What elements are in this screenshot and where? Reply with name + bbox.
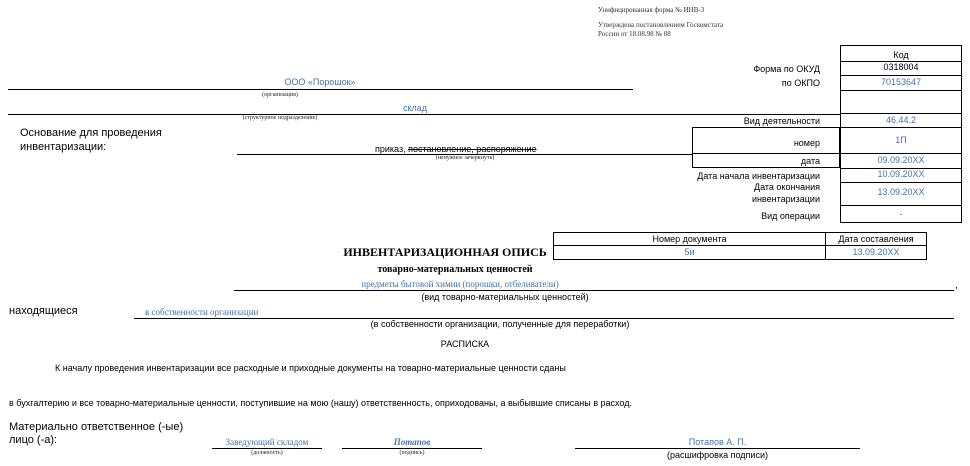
kod-header: Код — [893, 50, 909, 60]
doc-date-value: 13.09.20ХХ — [825, 245, 927, 260]
document-title: ИНВЕНТАРИЗАЦИОННАЯ ОПИСЬ — [343, 245, 547, 259]
organization-caption: (организация) — [262, 92, 298, 98]
codes-row-divider — [840, 182, 962, 183]
located-value: в собственности организации — [145, 307, 259, 317]
codes-row-divider — [840, 113, 962, 114]
receipt-text-2: в бухгалтерию и все товарно-материальные ценности, поступившие на мою (нашу) ответственность, оприходованы, а выбывшие списаны в расход. — [9, 398, 632, 408]
activity-label: Вид деятельности — [743, 116, 820, 126]
doc-number-header: Номер документа — [553, 232, 826, 246]
doc-date-header: Дата составления — [825, 232, 927, 246]
date-label: дата — [800, 156, 820, 166]
operation-value: - — [899, 209, 903, 219]
name-value: Потапов А. П. — [688, 437, 747, 447]
document-subtitle: товарно-материальных ценностей — [377, 264, 533, 275]
start-date-value: 10.09.20ХХ — [877, 169, 925, 179]
codes-row-divider — [840, 90, 962, 91]
organization-name: ООО «Порошок» — [284, 77, 356, 87]
okud-label: Форма по ОКУД — [753, 64, 820, 74]
responsible-label-1: Материально ответственное (-ые) — [9, 421, 184, 433]
basis-doc-plain: приказ, — [375, 144, 406, 154]
receipt-heading: РАСПИСКА — [440, 339, 490, 349]
receipt-text-1: К началу проведения инвентаризации все расходные и приходные документы на товарно-материальные ценности сданы — [55, 363, 566, 373]
end-date-label-1: Дата окончания — [753, 182, 820, 192]
position-value: Заведующий складом — [225, 437, 309, 447]
basis-box-divider — [692, 153, 840, 154]
number-value: 1П — [895, 135, 907, 145]
codes-row-divider — [840, 153, 962, 154]
doc-number-value: 5и — [553, 245, 826, 260]
basis-caption: (ненужное зачеркнуть) — [435, 155, 495, 161]
form-header-line-3: России от 18.08.98 № 88 — [598, 30, 671, 38]
basis-label-1: Основание для проведения — [20, 127, 162, 139]
unit-line — [8, 114, 840, 115]
valuables-comma: , — [955, 280, 958, 291]
basis-label-2: инвентаризации: — [20, 141, 107, 153]
name-line — [575, 448, 860, 449]
unit-caption: (структурное подразделение) — [242, 115, 318, 121]
number-label: номер — [793, 138, 820, 148]
unit-name: склад — [402, 103, 428, 113]
valuables-type-value: предметы бытовой химии (порошки, отбеливатели) — [361, 279, 559, 289]
date-value: 09.09.20ХХ — [877, 155, 925, 165]
organization-line — [8, 89, 633, 90]
basis-doc-type — [375, 144, 537, 154]
basis-doc-struck: постановление, распоряжение — [408, 144, 537, 154]
end-date-value: 13.09.20ХХ — [877, 187, 925, 197]
located-label: находящиеся — [9, 305, 78, 317]
end-date-label-2: инвентаризации — [751, 194, 820, 204]
name-caption: (расшифровка подписи) — [667, 450, 768, 460]
valuables-type-caption: (вид товарно-материальных ценностей) — [421, 292, 589, 302]
okpo-value: 70153647 — [880, 77, 922, 87]
form-header-line-1: Унифицированная форма № ИНВ-3 — [598, 6, 705, 14]
codes-row-divider — [840, 127, 962, 128]
signature-caption: (подпись) — [399, 450, 425, 456]
position-line — [212, 448, 322, 449]
valuables-type-line — [234, 290, 954, 291]
codes-row-divider — [840, 75, 962, 76]
signature-line — [342, 448, 482, 449]
start-date-label: Дата начала инвентаризации — [697, 171, 820, 181]
activity-value: 46.44.2 — [885, 115, 917, 125]
codes-row-divider — [840, 205, 962, 206]
operation-label: Вид операции — [761, 211, 820, 221]
located-caption: (в собственности организации, полученные для переработки) — [370, 319, 630, 329]
responsible-label-2: лицо (-а): — [9, 434, 58, 446]
okud-value: 0318004 — [883, 62, 919, 72]
okpo-label: по ОКПО — [781, 78, 820, 88]
signature-value: Потапов — [393, 437, 431, 447]
form-header-line-2: Утверждена постановлением Госкомстата — [598, 21, 724, 29]
position-caption: (должность) — [251, 450, 283, 456]
